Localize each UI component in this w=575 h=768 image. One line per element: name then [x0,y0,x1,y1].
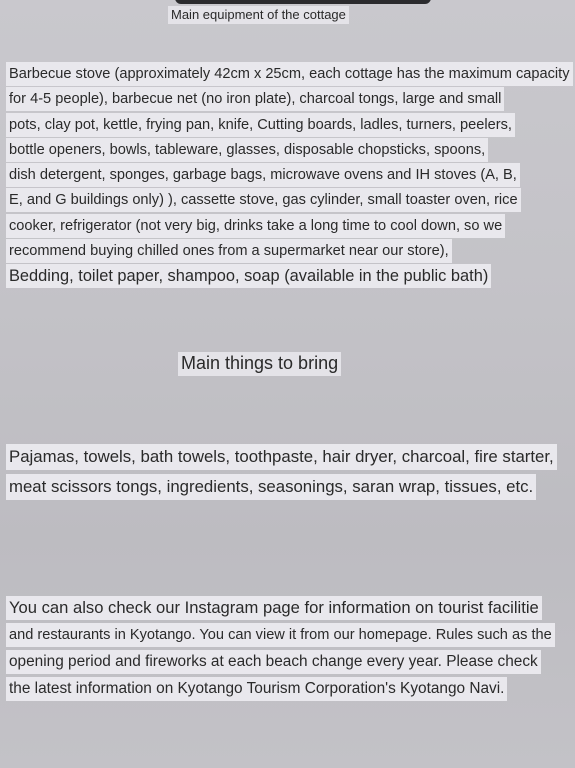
bring-line: Pajamas, towels, bath towels, toothpaste, hair dryer, charcoal, fire starter, [6,444,557,470]
bring-line: meat scissors tongs, ingredients, seasonings, saran wrap, tissues, etc. [6,474,536,500]
equipment-line: pots, clay pot, kettle, frying pan, knife, Cutting boards, ladles, turners, peelers, [6,113,515,137]
equipment-line: dish detergent, sponges, garbage bags, microwave ovens and IH stoves (A, B, [6,163,520,187]
equipment-heading: Main equipment of the cottage [168,6,349,24]
info-paragraph [6,596,575,704]
bring-heading: Main things to bring [178,352,341,376]
top-edge-bar [175,0,431,4]
equipment-line: recommend buying chilled ones from a supermarket near our store), [6,239,452,263]
info-line: and restaurants in Kyotango. You can view it from our homepage. Rules such as the [6,623,555,647]
equipment-paragraph [6,62,575,290]
info-line: opening period and fireworks at each beach change every year. Please check [6,650,541,674]
info-line: the latest information on Kyotango Tourism Corporation's Kyotango Navi. [6,677,507,701]
equipment-line: bottle openers, bowls, tableware, glasses, disposable chopsticks, spoons, [6,138,488,162]
equipment-line: Barbecue stove (approximately 42cm x 25cm, each cottage has the maximum capacity [6,62,573,86]
equipment-line: for 4-5 people), barbecue net (no iron plate), charcoal tongs, large and small [6,87,504,111]
bring-paragraph [6,444,575,504]
equipment-line: cooker, refrigerator (not very big, drinks take a long time to cool down, so we [6,214,505,238]
equipment-line: Bedding, toilet paper, shampoo, soap (available in the public bath) [6,264,491,288]
equipment-line: E, and G buildings only) ), cassette stove, gas cylinder, small toaster oven, rice [6,188,521,212]
info-line: You can also check our Instagram page for information on tourist facilitie [6,596,542,620]
